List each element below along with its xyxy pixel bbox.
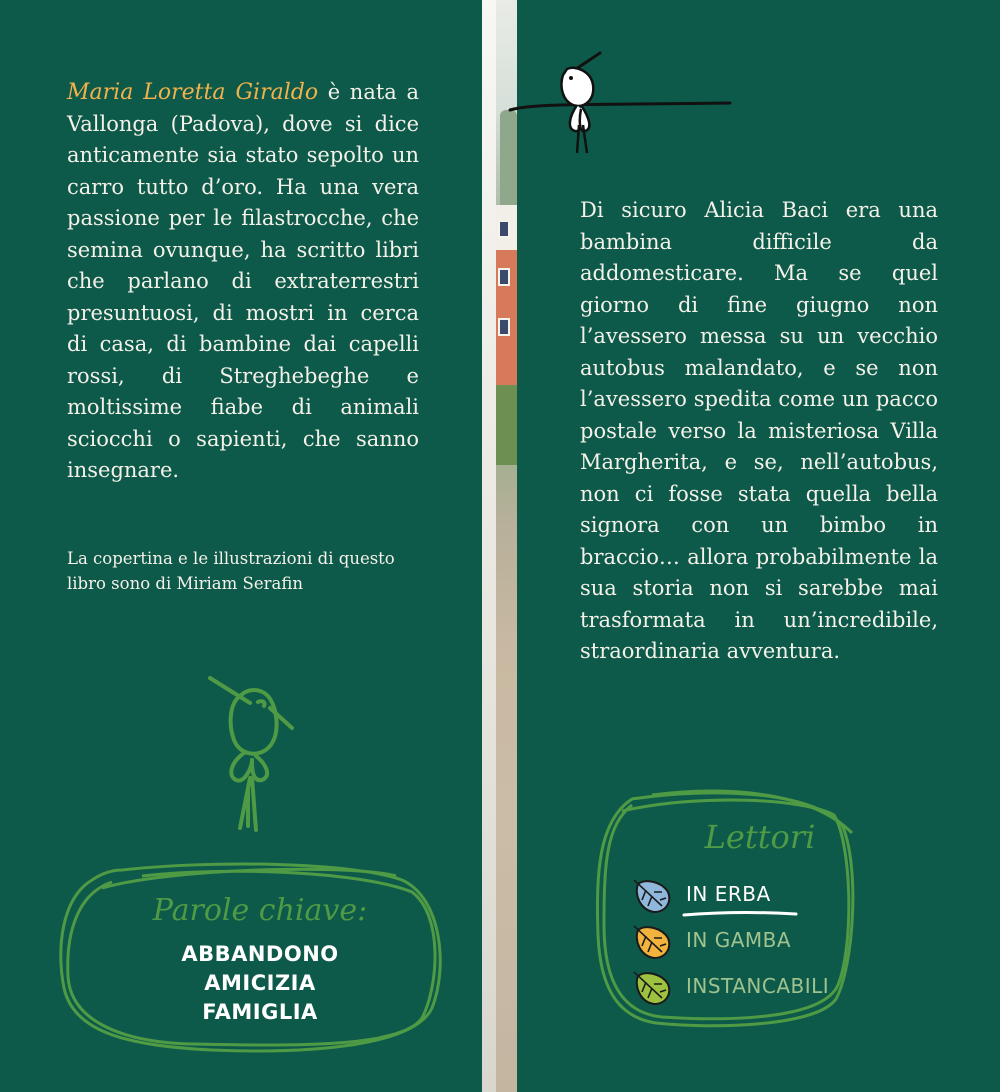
author-name: Maria Loretta Giraldo xyxy=(67,80,319,105)
keyword-item: ABBANDONO xyxy=(181,942,339,966)
keyword-item: AMICIZIA xyxy=(204,971,316,995)
cover-illustration-strip xyxy=(482,0,517,1092)
book-blurb: Di sicuro Alicia Baci era una bambina difficile da addomesticare. Ma se quel giorno di fine giugno non l’avessero messa su un vecchio autobus malandato, e se non l’avessero spedita come un pacco postale verso la misteriosa Villa Margherita, e se, nell’autobus, non ci fosse stata quella bella signora con un bimbo in braccio… allora probabilmente la sua storia non si sarebbe mai trasformata in un’incredibile, straordinaria avventura. xyxy=(580,198,938,663)
keyword-item: FAMIGLIA xyxy=(202,1000,318,1024)
reader-label: IN ERBA xyxy=(686,882,771,906)
selected-underline xyxy=(682,910,802,918)
keywords-list xyxy=(150,940,370,1027)
reader-level-instancabili xyxy=(632,968,862,1004)
reader-level-in-gamba xyxy=(632,922,862,958)
author-bio xyxy=(67,77,419,487)
bird-on-wire-icon xyxy=(505,45,735,160)
leaf-icon xyxy=(632,968,676,1008)
keywords-title: Parole chiave: xyxy=(152,893,368,928)
readers-title: Lettori xyxy=(704,818,816,856)
reader-level-in-erba xyxy=(632,876,862,912)
leaf-icon xyxy=(632,876,676,916)
reader-label: IN GAMBA xyxy=(686,928,792,952)
illustration-credit: La copertina e le illustrazioni di questo libro sono di Miriam Serafin xyxy=(67,549,395,593)
bird-icon xyxy=(200,668,300,843)
author-bio-text: è nata a Vallonga (Padova), dove si dice anticamente sia stato sepolto un carro tutto d’oro. Ha una vera passione per le filastrocche, che semina ovunque, ha scritto libri che parlano di extraterrestri presuntuosi, di mostri in cerca di casa, di bambine dai capelli rossi, di Streghebeghe e moltissime fiabe di animali sciocchi o sapienti, che sanno insegnare. xyxy=(67,80,419,482)
leaf-icon xyxy=(632,922,676,962)
reader-label: INSTANCABILI xyxy=(686,974,830,998)
